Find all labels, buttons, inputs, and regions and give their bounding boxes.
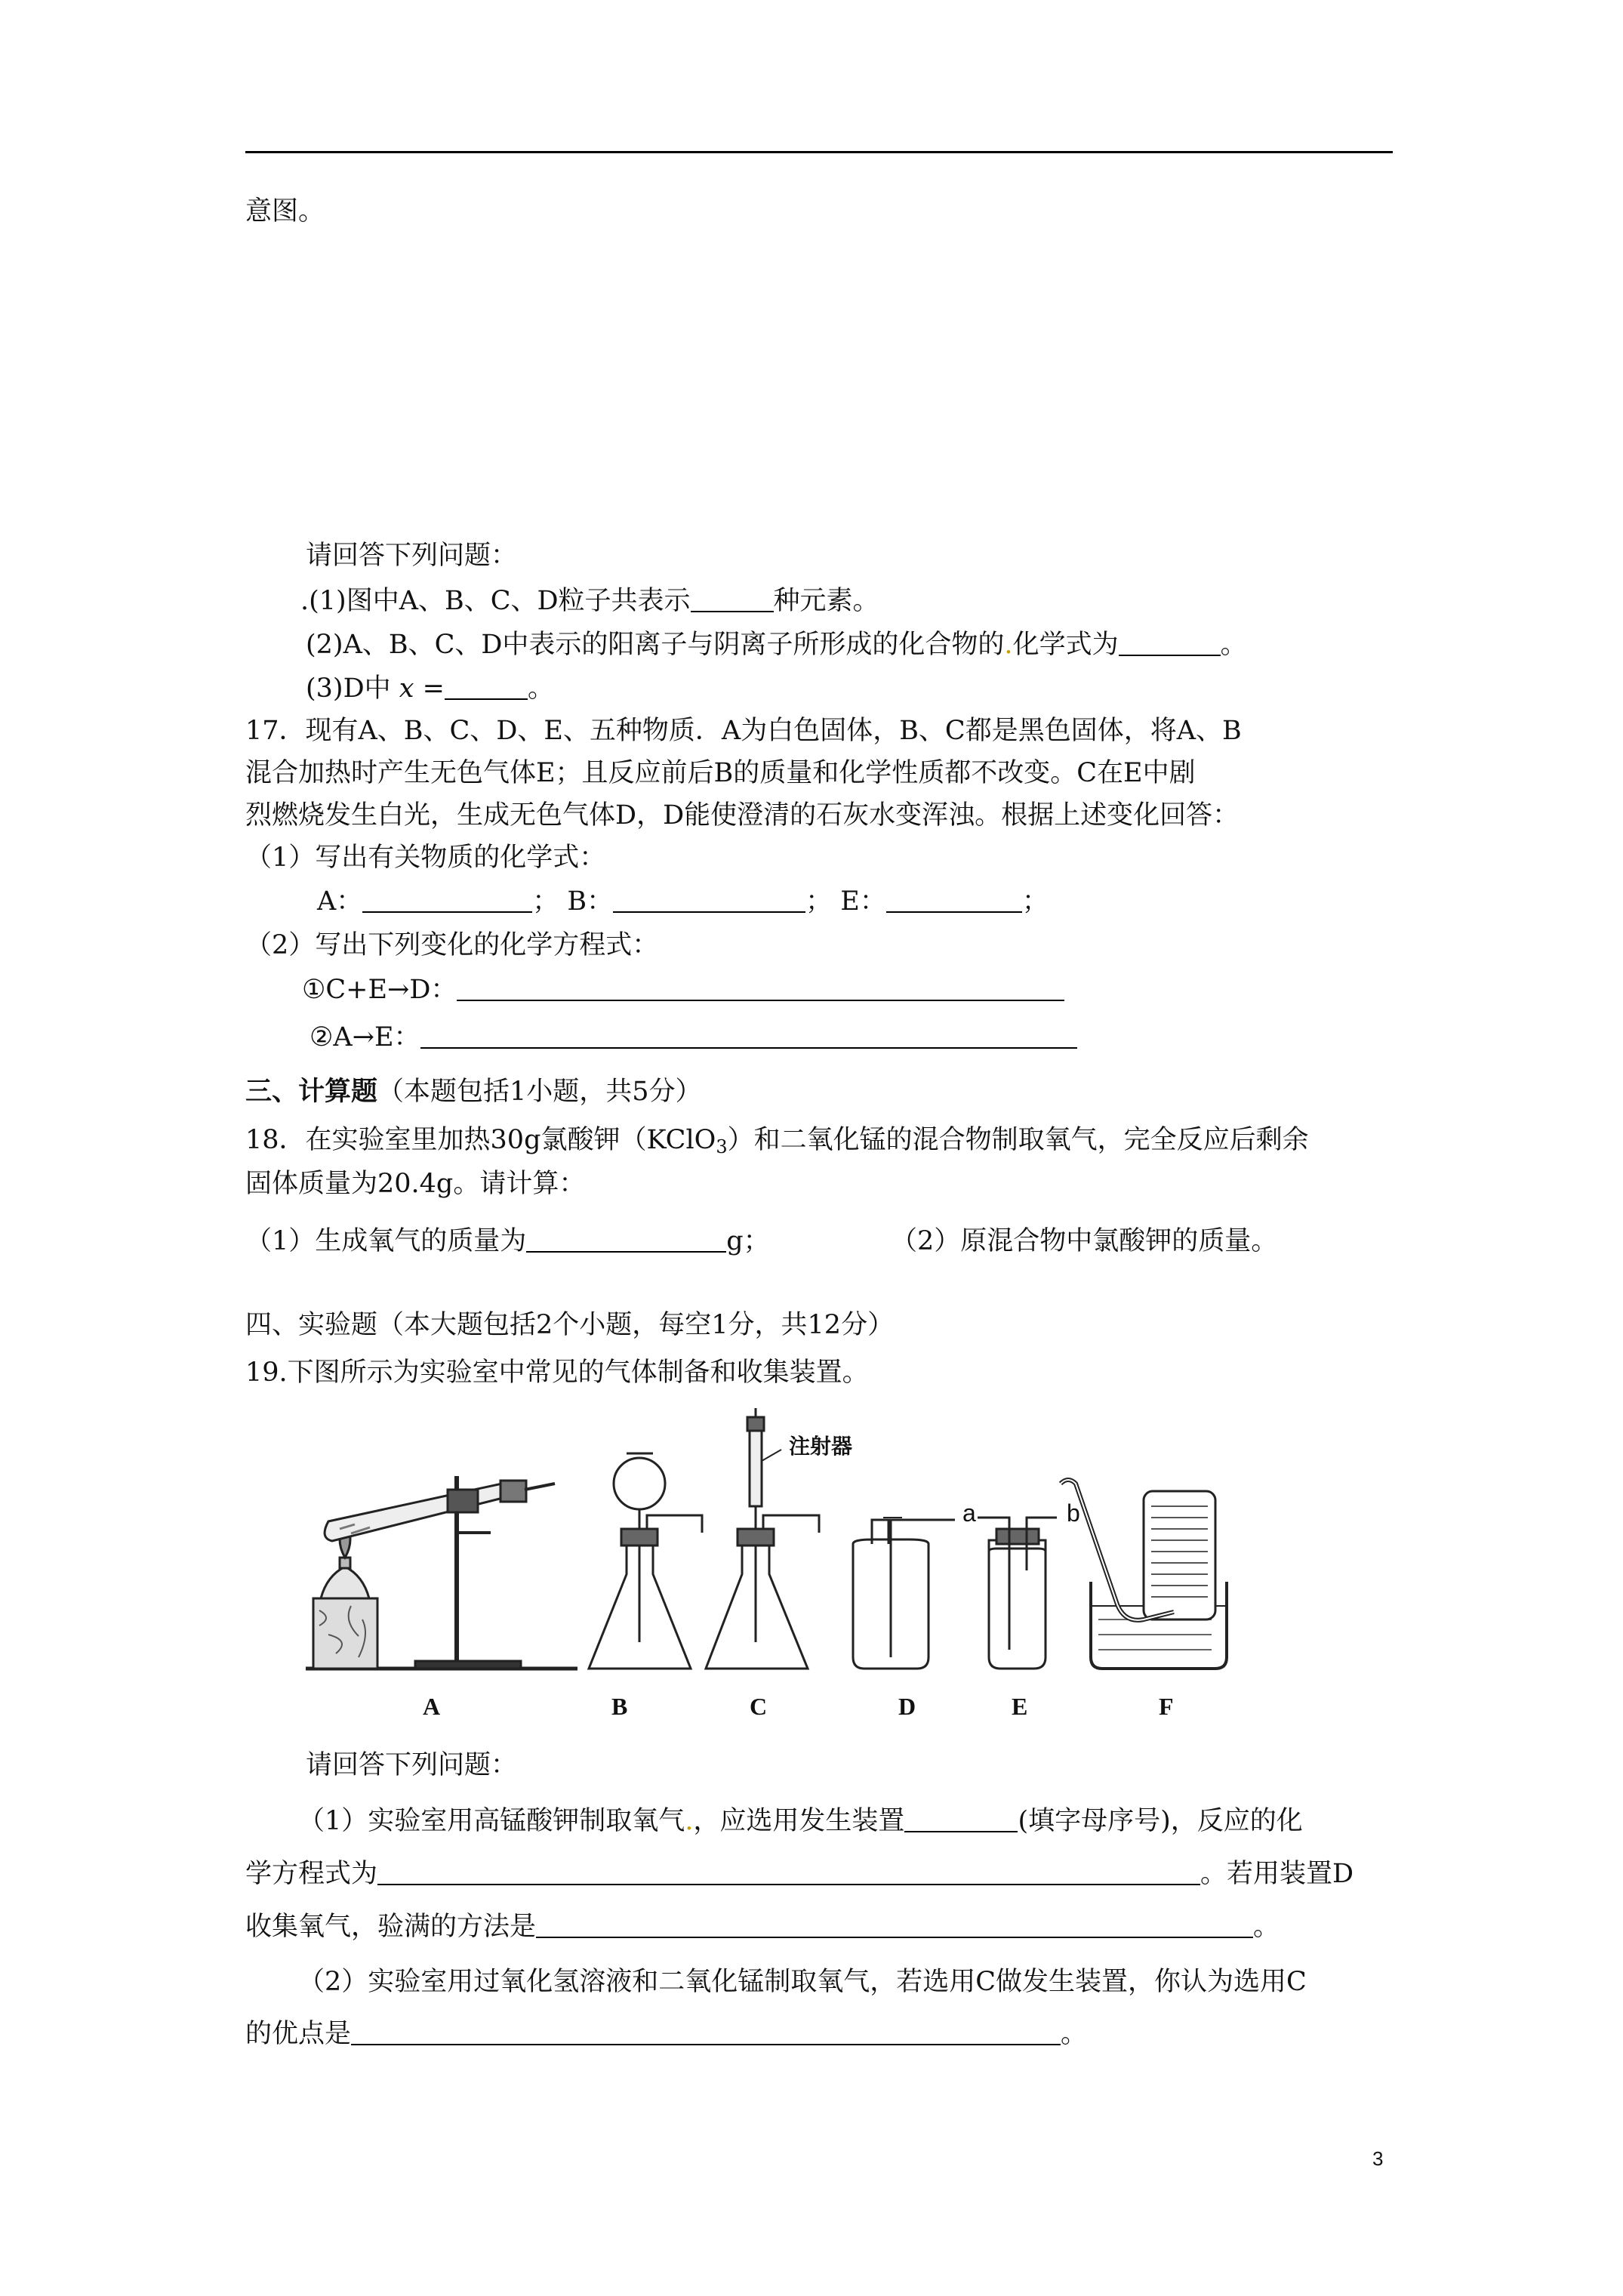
apparatus-figure [298, 1408, 1325, 1725]
q18-part-2: （2）原混合物中氯酸钾的质量。 [891, 1226, 1278, 1256]
q19-part-2-line-2: 的优点是 。 [245, 2019, 1088, 2049]
q18-line-1: 18．在实验室里加热30g氯酸钾（KClO$_3$）和二氧化锰的混合物制取氧气，完全反应后剩余 [245, 1125, 1309, 1157]
q17-blank-b[interactable] [613, 887, 805, 913]
q17-blank-eq2[interactable] [420, 1023, 1077, 1049]
apparatus-d [853, 1518, 955, 1669]
apparatus-label-d: D [898, 1693, 916, 1720]
q17-blank-e[interactable] [886, 887, 1022, 913]
q16-sub3: (3)D中 x = 。 [306, 673, 554, 704]
q16-prompt: 请回答下列问题： [306, 541, 518, 571]
apparatus-label-e: E [1012, 1693, 1028, 1720]
q17-equation-1: ①C+E→D： [302, 973, 1064, 1006]
q17-blank-eq1[interactable] [457, 975, 1064, 1001]
section-3-heading: 三、计算题（本题包括1小题，共5分） [245, 1076, 702, 1107]
apparatus-diagram [298, 1408, 1325, 1725]
q17-part-1: （1）写出有关物质的化学式： [245, 843, 606, 873]
q16-blank-2[interactable] [1119, 630, 1221, 656]
q19-blank-equation[interactable] [377, 1860, 1200, 1885]
header-rule [245, 151, 1393, 153]
page-number: 3 [1372, 2147, 1384, 2170]
apparatus-label-c: C [750, 1693, 768, 1720]
q18-line-2: 固体质量为20.4g。请计算： [245, 1169, 586, 1199]
apparatus-label-f: F [1159, 1693, 1174, 1720]
q16-sub2: (2)A、B、C、D中表示的阳离子与阴离子所形成的化合物的.化学式为 。 [306, 630, 1247, 660]
section-4-heading: 四、实验题（本大题包括2个小题，每空1分，共12分） [245, 1310, 895, 1340]
port-a-label: a [962, 1499, 976, 1527]
apparatus-f [1061, 1480, 1227, 1669]
q19-part-1-line-3: 收集氧气，验满的方法是 。 [245, 1912, 1280, 1942]
apparatus-label-b: B [611, 1693, 628, 1720]
q19-blank-generator[interactable] [904, 1807, 1018, 1832]
q19-blank-advantage[interactable] [351, 2020, 1061, 2045]
syringe-label: 注射器 [789, 1435, 853, 1458]
q17-line-2: 混合加热时产生无色气体E；且反应前后B的质量和化学性质都不改变。C在E中剧 [245, 758, 1196, 788]
q19-part-1-line-1: （1）实验室用高锰酸钾制取氧气.，应选用发生装置 (填字母序号)，反应的化 [298, 1806, 1303, 1836]
q17-formula-row: A： ； B： ； E： ； [317, 886, 1049, 917]
q18-blank-oxygen-mass[interactable] [526, 1227, 726, 1253]
q17-blank-a[interactable] [362, 887, 532, 913]
q17-line-1: 17．现有A、B、C、D、E、五种物质．A为白色固体，B、C都是黑色固体，将A、B [245, 716, 1242, 746]
q16-blank-1[interactable] [691, 587, 774, 612]
q17-part-2: （2）写出下列变化的化学方程式： [245, 930, 659, 960]
q16-sub1: .(1)图中A、B、C、D粒子共表示 种元素。 [300, 586, 879, 616]
q19-part-1-line-2: 学方程式为 。若用装置D [245, 1859, 1354, 1889]
continuation-text: 意图。 [245, 196, 325, 227]
apparatus-b [589, 1453, 702, 1669]
q19-intro: 19.下图所示为实验室中常见的气体制备和收集装置。 [245, 1358, 869, 1388]
q17-equation-2: ②A→E： [310, 1021, 1077, 1054]
port-b-label: b [1067, 1499, 1080, 1527]
q19-prompt: 请回答下列问题： [306, 1750, 518, 1780]
q17-line-3: 烈燃烧发生白光，生成无色气体D，D能使澄清的石灰水变浑浊。根据上述变化回答： [245, 800, 1240, 831]
q16-blank-3[interactable] [445, 674, 528, 700]
apparatus-a [306, 1476, 577, 1669]
apparatus-label-a: A [423, 1693, 441, 1720]
apparatus-e [978, 1518, 1057, 1669]
q19-blank-full-check[interactable] [536, 1912, 1253, 1938]
q18-part-1: （1）生成氧气的质量为 g； [245, 1226, 770, 1256]
q19-part-2-line-1: （2）实验室用过氧化氢溶液和二氧化锰制取氧气，若选用C做发生装置，你认为选用C [298, 1967, 1307, 1997]
